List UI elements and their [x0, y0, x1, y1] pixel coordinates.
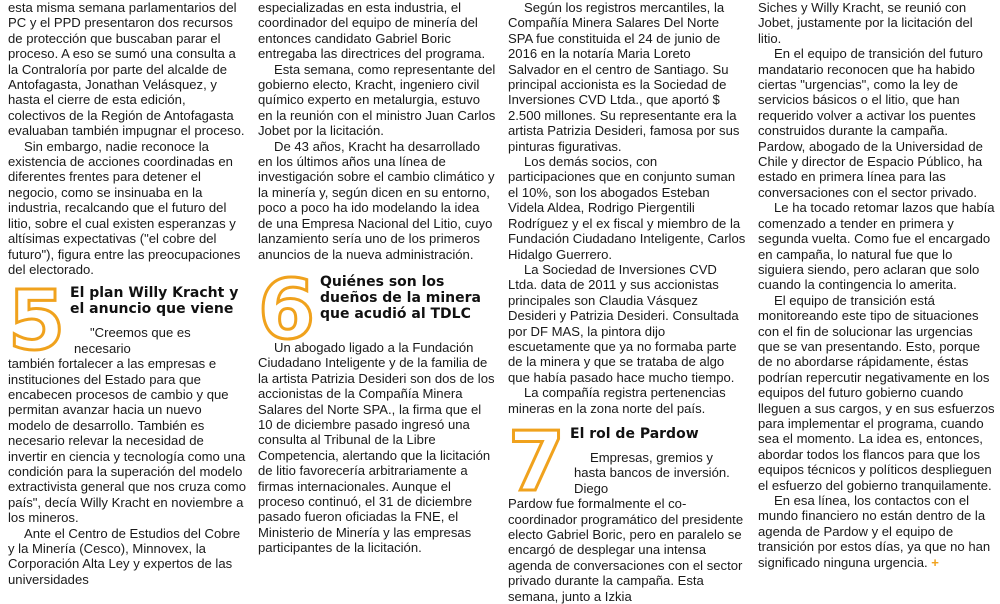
article-column-2 [258, 0, 496, 564]
paragraph: Le ha tocado retomar lazos que había comenzado a tender en primera y segunda vuelta. Como fue el encargado en campaña, lo natural fue que lo siguiera siendo, pero aclaran que solo cuando la contingencia lo amerita. [758, 200, 995, 293]
paragraph: La compañía registra pertenencias mineras en la zona norte del país. [508, 385, 726, 416]
article-column-4 [758, 0, 996, 570]
section-number-7: 7 [508, 414, 566, 510]
section-number-6: 6 [258, 262, 316, 358]
paragraph: Siches y Willy Kracht, se reunió con Jobet, justamente por la licitación del litio. [758, 0, 973, 46]
paragraph: Ante el Centro de Estudios del Cobre y la Minería (Cesco), Minnovex, la Corporación Alta Ley y expertos de las universidades [8, 525, 241, 587]
paragraph: Empresas, gremios y hasta bancos de inversión. Diego [574, 449, 730, 496]
paragraph: "Creemos que es necesario [74, 325, 191, 356]
article-column-1 [8, 0, 246, 587]
paragraph-text: En esa línea, los contactos con el mundo financiero no están dentro de la agenda de Pardow y el equipo de transición por estos días, ya que no han significado ninguna urgencia. [758, 493, 991, 570]
paragraph: En el equipo de transición del futuro mandatario reconocen que ha habido ciertas "urgencias", como la ley de servicios básicos o el litio, que han requerido volver a activar los puentes construidos durante la campaña. Pardow, abogado de la Universidad de Chile y director de Espacio Público, ha estado en primera línea para las conversaciones con el sector privado. [758, 46, 983, 200]
article-column-3 [508, 0, 746, 604]
end-mark: + [931, 554, 939, 570]
paragraph: Sin embargo, nadie reconoce la existencia de acciones coordinadas en diferentes frentes para detener el negocio, como se insinuaba en la industria, recalcando que el futuro del litio, sobre el cual existen esperanzas y altísimas expectativas ("el cobre del futuro"), figura entre las preocupaciones del electorado. [8, 138, 241, 277]
paragraph: también fortalecer a las empresas e instituciones del Estado para que encabecen procesos de cambio y que permitan avanzar hacia un nuevo modelo de desarrollo. También es necesario relevar la necesidad de invertir en ciencia y tecnología como una condición para la superación del modelo extractivista general que nos cruza como país", decía Willy Kracht en noviembre a los mineros. [8, 356, 246, 526]
section-6 [258, 262, 496, 358]
paragraph: De 43 años, Kracht ha desarrollado en los últimos años una línea de investigación sobre el cambio climático y la minería y, según dicen en su entorno, poco a poco ha ido modelando la idea de una Empresa Nacional del Litio, cuyo lanzamiento sería uno de los primeros anuncios de la nueva administración. [258, 138, 495, 262]
paragraph: esta misma semana parlamentarios del PC y el PPD presentaron dos recursos de protección que buscaban parar el proceso. A eso se sumó una consulta a la Contraloría por parte del alcalde de Antofagasta, Jonathan Velásquez, y hasta el cierre de esta edición, colectivos de la Región de Antofagasta evaluaban también impugnar el proceso. [8, 0, 245, 139]
section-heading: El plan Willy Kracht y el anuncio que viene [70, 285, 239, 318]
paragraph: El equipo de transición está monitoreando este tipo de situaciones con el fin de solucionar las urgencias que se van presentando. Esto, porque de no abordarse rápidamente, éstas podrían repercutir negativamente en los equipos del futuro gobierno cuando lleguen a sus cargos, y en sus esfuerzos para implementar el programa, cuando sea el momento. La idea es, entonces, abordar todos los flancos para que los equipos técnicos y políticos desplieguen el esfuerzo del gobierno tranquilamente. [758, 292, 995, 493]
paragraph: Pardow fue formalmente el co-coordinador programático del presidente electo Gabriel Boric, pero en paralelo se encargó de desplegar una intensa agenda de conversaciones con el sector privado durante la campaña. Esta semana, junto a Izkia [508, 496, 744, 604]
paragraph: Un abogado ligado a la Fundación Ciudadano Inteligente y de la familia de la artista Patrizia Desideri son dos de los accionistas de la Compañía Minera Salares del Norte SPA., la firma que el 10 de diciembre pasado ingresó una consulta al Tribunal de la Libre Competencia, alertando que la licitación de litio favorecería arbitrariamente a firmas internacionales. Aunque el proceso continuó, el 31 de diciembre pasado fueron oficiadas la FNE, el Ministerio de Minería y las empresas participantes de la licitación. [258, 339, 495, 556]
section-5 [8, 274, 246, 370]
paragraph: Según los registros mercantiles, la Compañía Minera Salares Del Norte SPA fue constituida el 24 de junio de 2016 en la notaría Maria Loreto Salvador en el centro de Santiago. Su principal accionista es la Sociedad de Inversiones CVD Ltda., que aportó $ 2.500 millones. Su representante era la artista Patrizia Desideri, famosa por sus pinturas figurativas. [508, 0, 740, 154]
paragraph: La Sociedad de Inversiones CVD Ltda. data de 2011 y sus accionistas principales son Claudia Vásquez Desideri y Patrizia Desideri. Consultada por DF MAS, la pintora dijo escuetamente que ya no formaba parte de la minera y que se trataba de algo que había pasado hace mucho tiempo. [508, 261, 739, 385]
paragraph [758, 493, 996, 570]
section-heading: Quiénes son los dueños de la minera que acudió al TDLC [320, 273, 481, 322]
paragraph: Los demás socios, con participaciones que en conjunto suman el 10%, son los abogados Esteban Videla Aldea, Rodrigo Piergentili Rodríguez y el ex fiscal y miembro de la Fundación Ciudadano Inteligente, Carlos Hidalgo Guerrero. [508, 154, 746, 262]
section-7 [508, 414, 746, 510]
paragraph: Esta semana, como representante del gobierno electo, Kracht, ingeniero civil químico experto en metalurgia, estuvo en la reunión con el ministro Juan Carlos Jobet por la licitación. [258, 61, 496, 139]
section-heading: El rol de Pardow [570, 425, 699, 442]
section-number-5: 5 [8, 274, 66, 370]
paragraph: especializadas en esta industria, el coordinador del equipo de minería del entonces candidato Gabriel Boric entregaba las directrices del programa. [258, 0, 486, 62]
